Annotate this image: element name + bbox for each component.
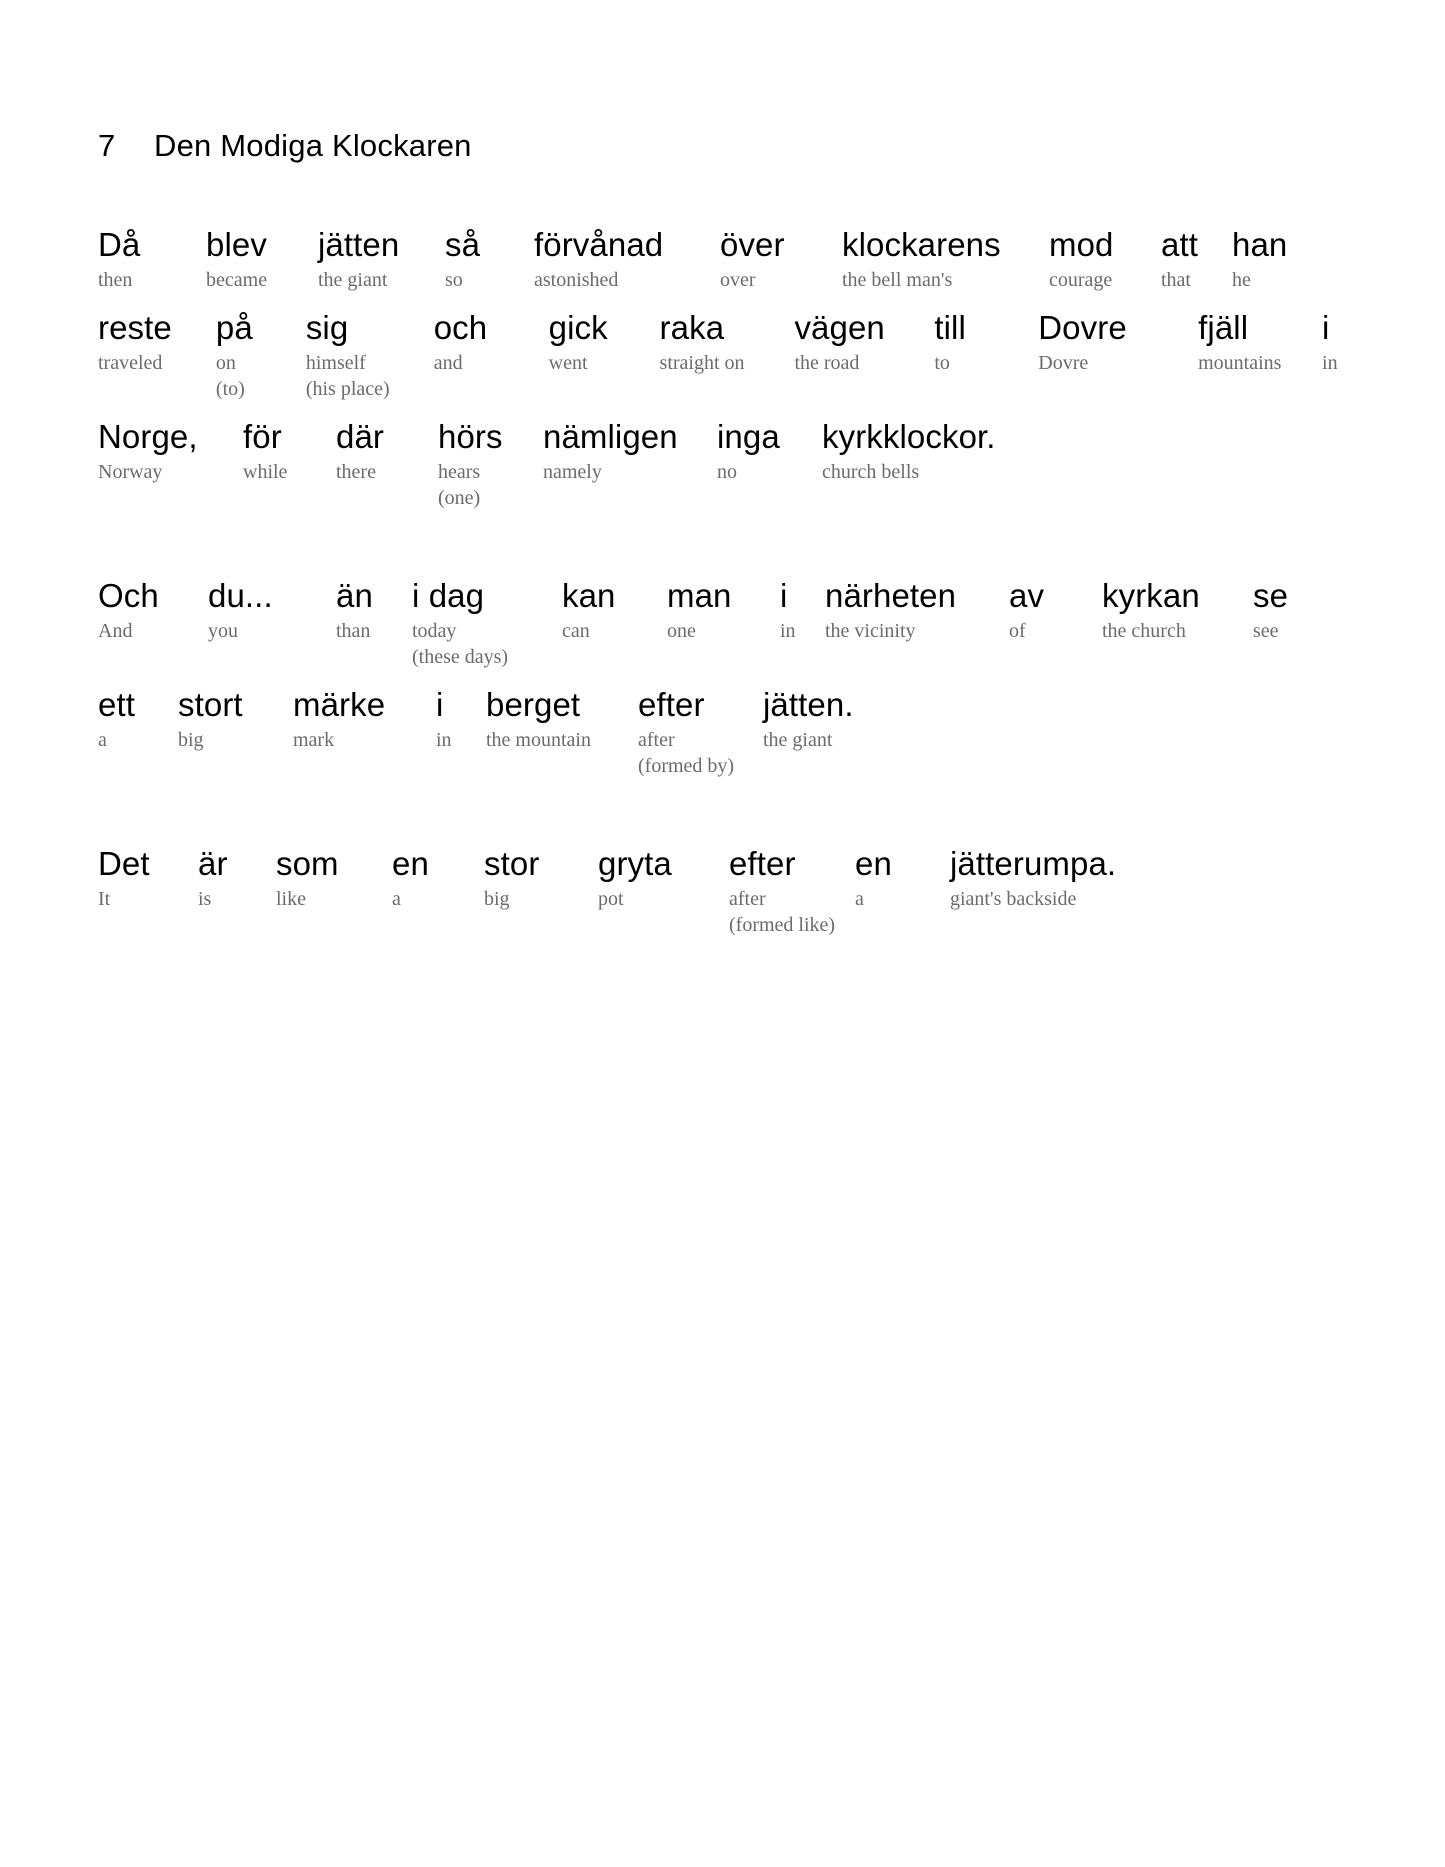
gloss-word-pair [660, 309, 795, 376]
gloss-word-pair [667, 577, 780, 644]
interlinear-gloss-body [98, 226, 1368, 938]
gloss-word-pair [825, 577, 1009, 644]
gloss-line [98, 309, 1368, 402]
gloss-word-pair [436, 686, 486, 753]
source-word: kyrkklockor. [822, 418, 996, 455]
gloss-word-pair [98, 309, 216, 376]
gloss-word: the giant [763, 729, 833, 751]
source-word: över [720, 226, 785, 263]
source-word: så [445, 226, 481, 263]
gloss-word: astonished [534, 269, 619, 291]
gloss-word-pair [98, 845, 198, 912]
gloss-word-pair [720, 226, 842, 293]
source-word: jätten [318, 226, 400, 263]
source-word: än [336, 577, 373, 614]
gloss-line [98, 686, 1368, 779]
gloss-word: over [720, 269, 756, 291]
gloss-word: big [484, 888, 510, 910]
gloss-word-pair [412, 577, 562, 670]
gloss-word-secondary: (formed by) [638, 755, 735, 777]
source-word: klockarens [842, 226, 1001, 263]
gloss-word: of [1009, 620, 1026, 642]
gloss-paragraph [98, 845, 1368, 938]
source-word: kyrkan [1102, 577, 1200, 614]
gloss-word-pair [484, 845, 598, 912]
gloss-word-pair [336, 418, 438, 485]
source-word: där [336, 418, 384, 455]
source-word: efter [729, 845, 796, 882]
gloss-paragraph [98, 226, 1368, 511]
gloss-word: namely [543, 461, 602, 483]
source-word: för [243, 418, 282, 455]
gloss-word: like [276, 888, 306, 910]
gloss-word: so [445, 269, 463, 291]
source-word: Och [98, 577, 159, 614]
gloss-word: in [436, 729, 452, 751]
gloss-word: no [717, 461, 737, 483]
gloss-word: see [1253, 620, 1279, 642]
gloss-word-pair [543, 418, 717, 485]
source-word: mod [1049, 226, 1114, 263]
gloss-word-pair [1232, 226, 1312, 293]
gloss-word-pair [98, 686, 178, 753]
source-word: märke [293, 686, 386, 723]
gloss-word: in [1322, 352, 1338, 374]
gloss-word-pair [549, 309, 660, 376]
gloss-word-pair [934, 309, 1038, 376]
gloss-word-pair [434, 309, 549, 376]
gloss-line [98, 418, 1368, 511]
gloss-word-pair [855, 845, 950, 912]
source-word: Det [98, 845, 150, 882]
gloss-word: the vicinity [825, 620, 916, 642]
gloss-word: to [934, 352, 950, 374]
gloss-word-pair [1049, 226, 1161, 293]
gloss-word: courage [1049, 269, 1113, 291]
document-content [98, 128, 1368, 938]
gloss-line [98, 226, 1368, 293]
source-word: i dag [412, 577, 485, 614]
gloss-word-pair [729, 845, 855, 938]
source-word: se [1253, 577, 1289, 614]
gloss-word: one [667, 620, 696, 642]
page-title [98, 128, 1368, 164]
gloss-line [98, 845, 1368, 938]
gloss-word-pair [950, 845, 1170, 912]
gloss-word-pair [598, 845, 729, 912]
gloss-word: the bell man's [842, 269, 953, 291]
source-word: förvånad [534, 226, 664, 263]
gloss-word: And [98, 620, 133, 642]
gloss-word-pair [208, 577, 336, 644]
gloss-word-pair [276, 845, 392, 912]
source-word: i [1322, 309, 1330, 346]
gloss-word: traveled [98, 352, 163, 374]
gloss-word-pair [1038, 309, 1198, 376]
source-word: är [198, 845, 228, 882]
gloss-word: the giant [318, 269, 388, 291]
gloss-word-pair [293, 686, 436, 753]
gloss-word-pair [562, 577, 667, 644]
gloss-word-pair [392, 845, 484, 912]
source-word: på [215, 309, 253, 346]
source-word: berget [486, 686, 581, 723]
gloss-word: big [178, 729, 204, 751]
source-word: fjäll [1198, 309, 1249, 346]
source-word: vägen [794, 309, 885, 346]
gloss-word: today [412, 620, 457, 642]
source-word: nämligen [543, 418, 678, 455]
source-word: jätterumpa. [950, 845, 1117, 882]
source-word: Dovre [1038, 309, 1127, 346]
gloss-word-pair [822, 418, 1042, 485]
source-word: han [1232, 226, 1288, 263]
gloss-word-pair [1322, 309, 1368, 376]
gloss-word-pair [206, 226, 318, 293]
gloss-word: church bells [822, 461, 920, 483]
source-word: närheten [825, 577, 957, 614]
gloss-word: It [98, 888, 111, 910]
source-word: i [436, 686, 444, 723]
gloss-word: is [198, 888, 212, 910]
gloss-word-pair [98, 226, 206, 293]
source-word: en [392, 845, 429, 882]
gloss-word-pair [445, 226, 534, 293]
source-word: Norge, [98, 418, 198, 455]
source-word: i [780, 577, 788, 614]
gloss-word: after [729, 888, 766, 910]
source-word: sig [305, 309, 349, 346]
gloss-word-pair [98, 577, 208, 644]
gloss-word-pair [1102, 577, 1253, 644]
gloss-word: Norway [98, 461, 163, 483]
gloss-word: went [548, 352, 588, 374]
gloss-word-pair [178, 686, 293, 753]
gloss-word-pair [1009, 577, 1102, 644]
gloss-word-pair [717, 418, 822, 485]
gloss-word-pair [438, 418, 543, 511]
gloss-word-pair [763, 686, 903, 753]
gloss-word-pair [336, 577, 412, 644]
gloss-word-pair [534, 226, 720, 293]
source-word: jätten. [763, 686, 854, 723]
source-word: av [1009, 577, 1045, 614]
gloss-word: a [392, 888, 401, 910]
gloss-word: mark [293, 729, 335, 751]
source-word: ett [98, 686, 135, 723]
gloss-word: while [243, 461, 288, 483]
gloss-word: giant's backside [950, 888, 1077, 910]
source-word: blev [206, 226, 267, 263]
source-word: reste [98, 309, 172, 346]
source-word: gryta [598, 845, 672, 882]
gloss-word: there [336, 461, 376, 483]
gloss-word: can [562, 620, 590, 642]
gloss-word-pair [243, 418, 336, 485]
gloss-word-pair [780, 577, 825, 644]
gloss-line [98, 577, 1368, 670]
source-word: efter [638, 686, 705, 723]
source-word: Då [98, 226, 141, 263]
gloss-word: a [98, 729, 107, 751]
gloss-paragraph [98, 577, 1368, 779]
source-word: stort [178, 686, 243, 723]
gloss-word-pair [1161, 226, 1232, 293]
source-word: du... [208, 577, 273, 614]
gloss-word: a [855, 888, 864, 910]
gloss-word: pot [598, 888, 624, 910]
gloss-word: he [1232, 269, 1251, 291]
gloss-word: straight on [659, 352, 745, 374]
gloss-word-pair [306, 309, 434, 402]
gloss-word-pair [486, 686, 638, 753]
gloss-word: that [1161, 269, 1191, 291]
gloss-word-pair [638, 686, 763, 779]
gloss-word: Dovre [1038, 352, 1089, 374]
gloss-word: the mountain [486, 729, 591, 751]
gloss-word-pair [216, 309, 306, 402]
gloss-word: on [215, 352, 236, 374]
gloss-word-secondary: (these days) [412, 646, 509, 668]
gloss-word-pair [1253, 577, 1313, 644]
source-word: och [433, 309, 488, 346]
gloss-word: in [780, 620, 796, 642]
gloss-word-pair [198, 845, 276, 912]
source-word: en [855, 845, 892, 882]
gloss-word-pair [1198, 309, 1322, 376]
gloss-word-pair [98, 418, 243, 485]
title-text: Den Modiga Klockaren [154, 128, 472, 163]
gloss-word: you [208, 620, 238, 642]
source-word: till [934, 309, 966, 346]
gloss-word: after [638, 729, 675, 751]
gloss-word: hears [438, 461, 481, 483]
gloss-word: than [336, 620, 371, 642]
gloss-word-pair [794, 309, 934, 376]
gloss-word-secondary: (one) [438, 487, 481, 509]
source-word: kan [562, 577, 616, 614]
source-word: hörs [438, 418, 503, 455]
gloss-word-secondary: (formed like) [729, 914, 836, 936]
gloss-word: became [206, 269, 268, 291]
gloss-word: himself [305, 352, 366, 374]
gloss-word: mountains [1198, 352, 1282, 374]
gloss-word: and [433, 352, 463, 374]
source-word: som [276, 845, 339, 882]
source-word: inga [717, 418, 780, 455]
gloss-word: then [98, 269, 133, 291]
gloss-word: the church [1102, 620, 1186, 642]
source-word: stor [484, 845, 540, 882]
source-word: att [1161, 226, 1198, 263]
gloss-word-pair [842, 226, 1049, 293]
gloss-word-secondary: (to) [215, 378, 245, 400]
gloss-word-secondary: (his place) [305, 378, 390, 400]
source-word: man [667, 577, 732, 614]
gloss-word-pair [318, 226, 445, 293]
title-number: 7 [98, 128, 116, 163]
source-word: gick [548, 309, 608, 346]
gloss-word: the road [794, 352, 860, 374]
source-word: raka [659, 309, 725, 346]
